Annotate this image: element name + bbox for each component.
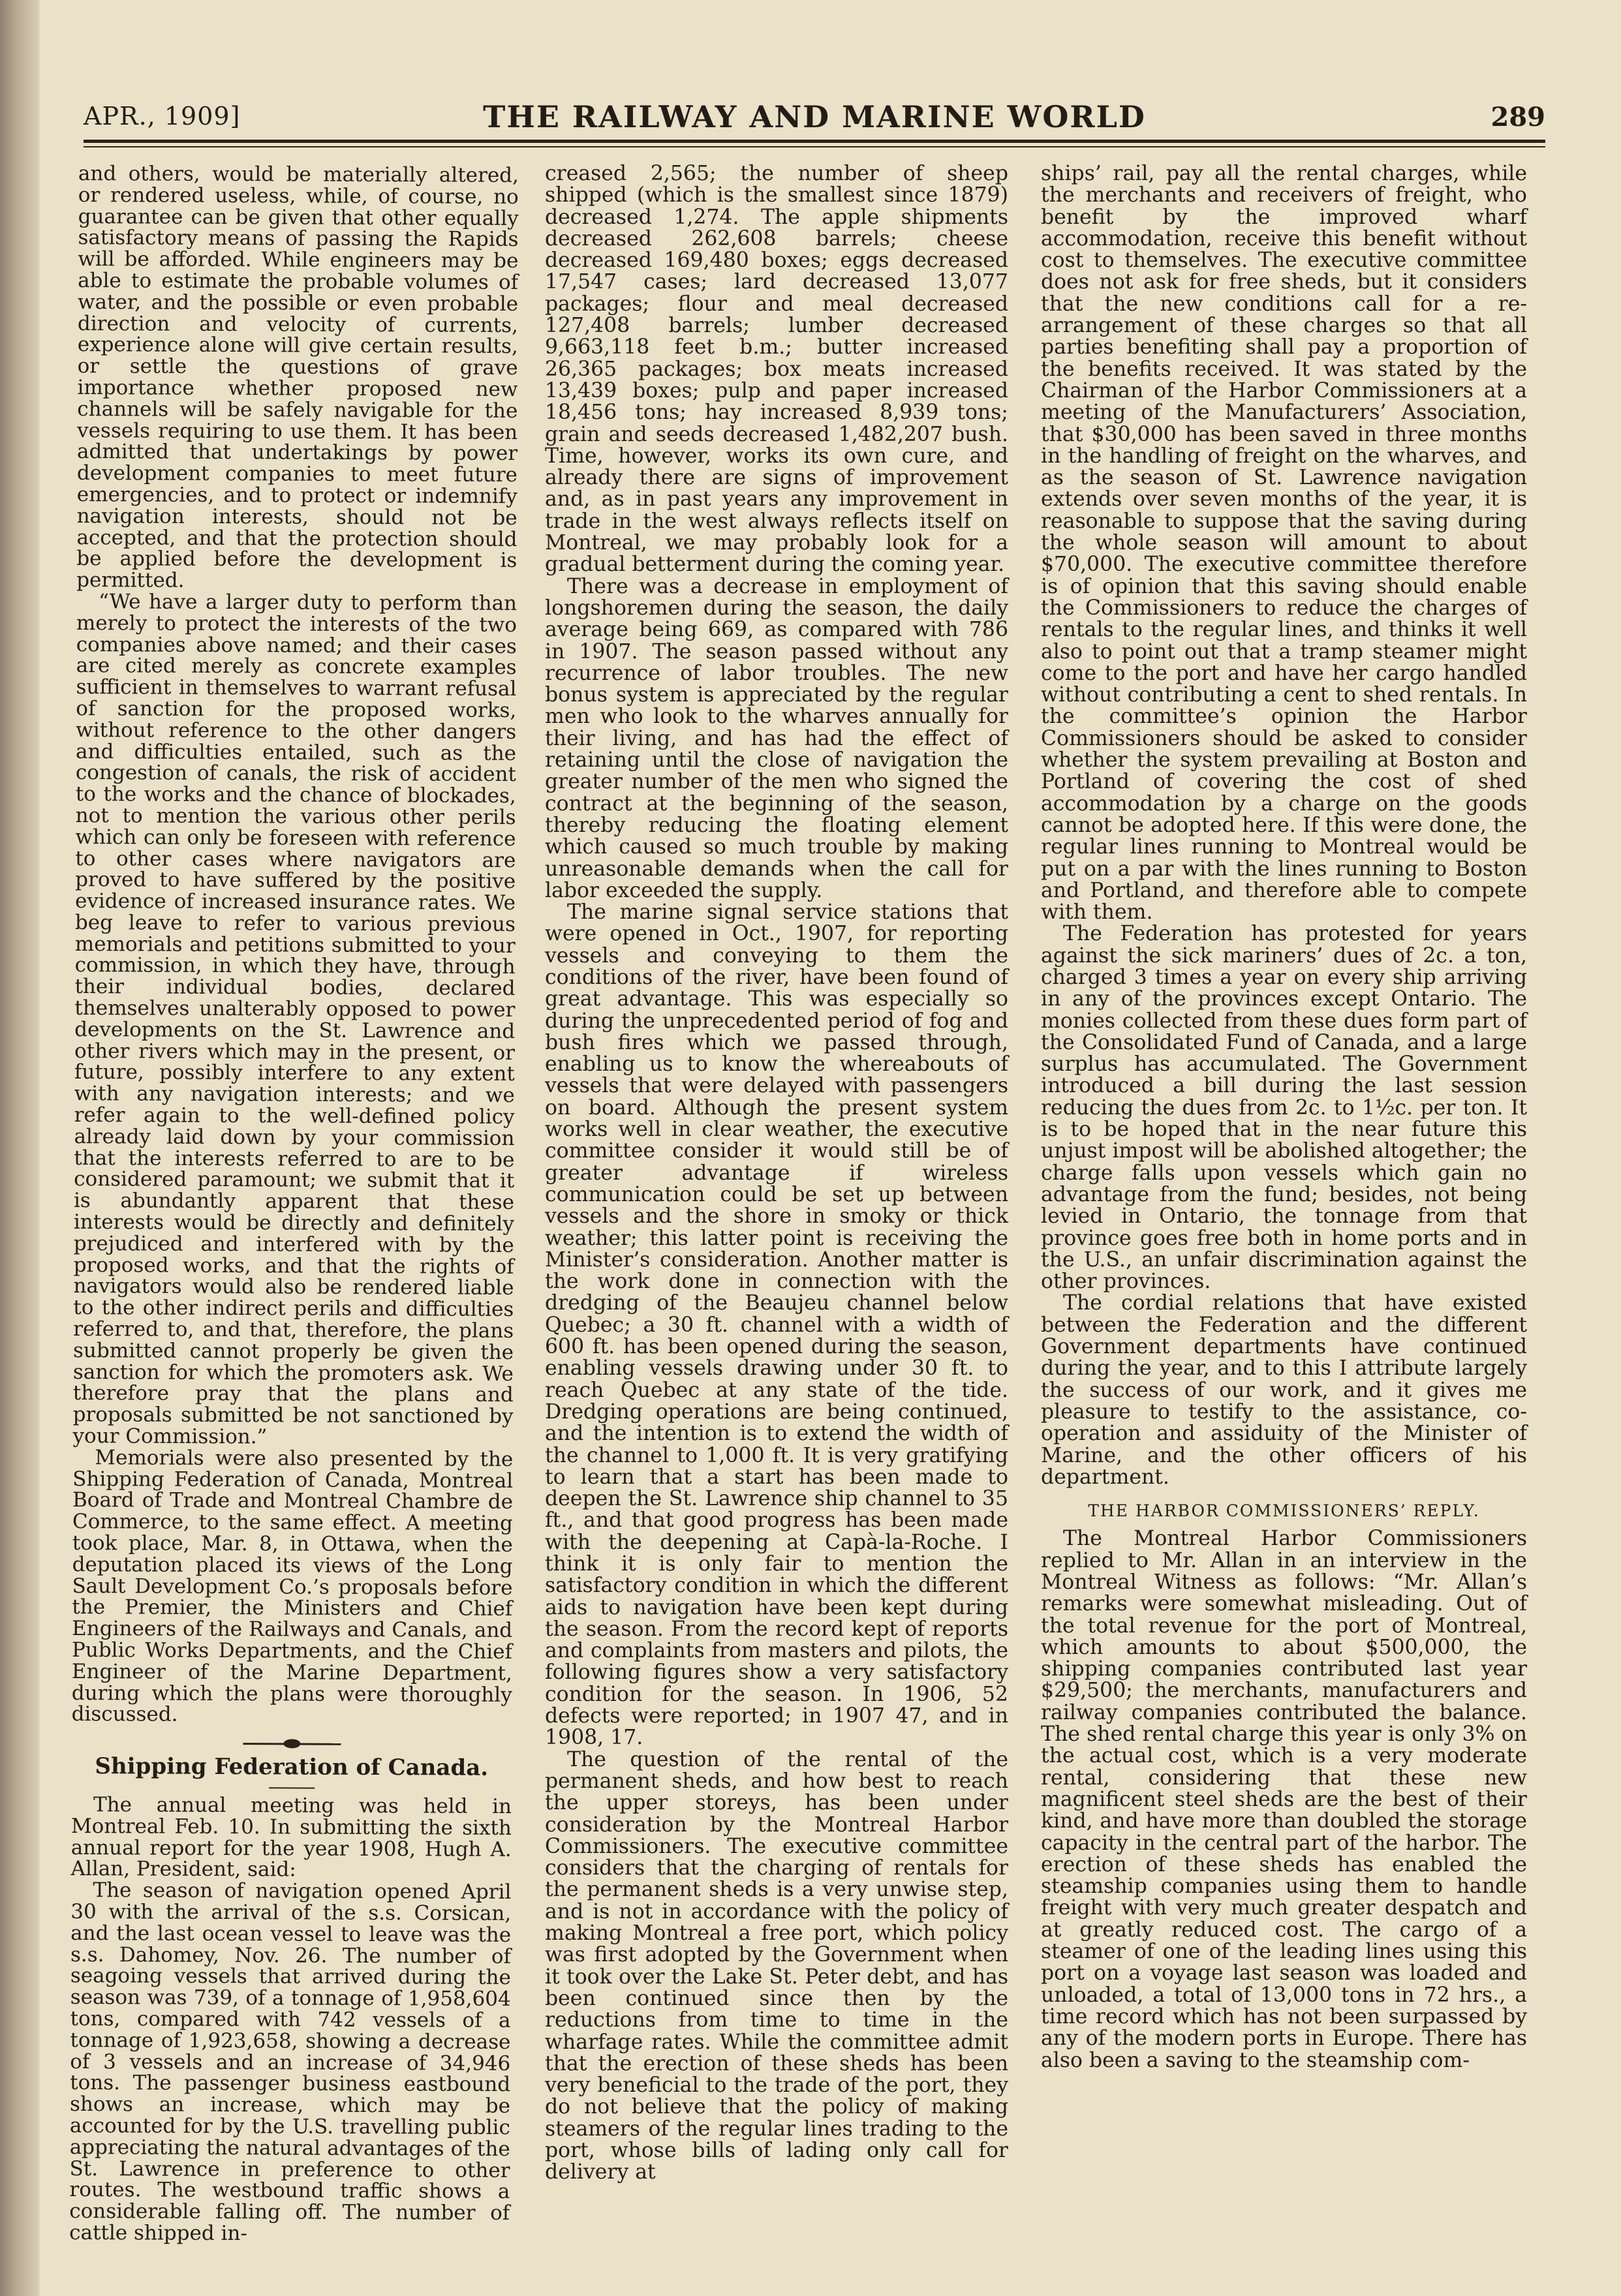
paragraph: The Federation has protested for years against the sick mariners’ dues of 2c. a ton, charged 3 times a year on every ship arriving in any of the provinces except Ontario. The monies collected from these dues form part of the Consolidated Fund of Canada, and a large surplus has accumulated. The Government introduced a bill during the last session reducing the dues from 2c. to 1½c. per ton. It is to be hoped that in the near future this unjust impost will be abolished altogether; the charge falls upon vessels which gain no advantage from the fund; besides, not being levied in Ontario, the tonnage from that province goes free both in home ports and in the U.S., an unfair discrimination against the other provinces.: [1041, 922, 1527, 1294]
paragraph: ships’ rail, pay all the rental charges, while the merchants and receivers of freight, who benefit by the improved wharf accommodation, receive this benefit without cost to themselves. The executive committee does not ask for free sheds, but it considers that the new conditions call for a re-arrangement of these charges so that all parties benefiting shall pay a proportion of the benefits received. It was stated by the Chairman of the Harbor Commissioners at a meeting of the Manufacturers’ Association, that $30,000 has been saved in three months in the handling of freight on the wharves, and as the season of St. Lawrence navigation extends over seven months of the year, it is reasonable to suppose that the saving during the whole season will amount to about $70,000. The executive committee therefore is of opinion that this saving should enable the Commissioners to reduce the charges of rentals to the regular lines, and thinks it well also to point out that a tramp steamer might come to the port and have her cargo handled without contributing a cent to shed rentals. In the committee’s opinion the Harbor Commissioners should be asked to consider whether the system prevailing at Boston and Portland of covering the cost of shed accommodation by a charge on the goods cannot be adopted here. If this were done, the regular lines running to Montreal would be put on a par with the lines running to Boston and Portland, and therefore able to compete with them.: [1041, 162, 1527, 925]
header-rule-thin: [84, 146, 1545, 147]
paragraph: The annual meeting was held in Montreal Feb. 10. In submitting the sixth annual report for the year 1908, Hugh A. Allan, President, said:: [70, 1793, 512, 1882]
column-left: [69, 163, 519, 2246]
heading-rule: [269, 1787, 315, 1788]
subheading: THE HARBOR COMMISSIONERS’ REPLY.: [1088, 1501, 1480, 1521]
header-date: APR., 1909]: [84, 102, 241, 130]
section-divider-ornament: [243, 1743, 341, 1745]
header-rule-thick: [84, 140, 1545, 143]
running-header: [84, 97, 1545, 138]
paragraph: The Montreal Harbor Commissioners replied to Mr. Allan in an interview in the Montreal Witness as follows: “Mr. Allan’s remarks were somewhat misleading. Out of the total revenue for the port of Montreal, which amounts to about $500,000, the shipping companies contributed last year $29,500; the merchants, manufacturers and railway companies contributed the balance. The shed rental charge this year is only 3% on the actual cost, which is a very moderate rental, considering that these new magnificent steel sheds are the best of their kind, and have more than doubled the storage capacity in the central part of the harbor. The erection of these sheds has enabled the steamship companies using them to handle freight with very much greater despatch and at greatly reduced cost. The cargo of a steamer of one of the leading lines using this port on a voyage last season was loaded and unloaded, a total of 13,000 tons in 72 hrs., a time record which has not been surpassed by any of the modern ports in Europe. There has also been a saving to the steamship com-: [1041, 1527, 1527, 2072]
column-right: [1041, 163, 1527, 2072]
paragraph: There was a decrease in employment of longshoremen during the season, the daily average being 669, as compared with 786 in 1907. The season passed without any recurrence of labor troubles. The new bonus system is appreciated by the regular men who look to the wharves annually for their living, and has had the effect of retaining until the close of navigation the greater number of the men who signed the contract at the beginning of the season, thereby reducing the floating element which caused so much trouble by making unreasonable demands when the call for labor exceeded the supply.: [545, 574, 1008, 902]
paragraph: and others, would be materially altered, or rendered useless, while, of course, no guarantee can be given that other equally satisfactory means of passing the Rapids will be afforded. While engineers may be able to estimate the probable volumes of water, and the possible or even probable direction and velocity of currents, experience alone will give certain results, or settle the questions of grave importance whether proposed new channels will be safely navigable for the vessels requiring to use them. It has been admitted that undertakings by power development companies to meet future emergencies, and to protect or indemnify navigation interests, should not be accepted, and that the protection should be applied before the development is permitted.: [76, 162, 519, 592]
book-gutter: [0, 0, 39, 2296]
paragraph: “We have a larger duty to perform than merely to protect the interests of the two companies above named; and their cases are cited merely as concrete examples sufficient in themselves to warrant refusal of sanction for the proposed works, without reference to the other dangers and difficulties entailed, such as the congestion of canals, the risk of accident to the works and the chance of blockades, not to mention the various other perils which can only be foreseen with reference to other cases where navigators are proved to have suffered by the positive evidence of increased insurance rates. We beg leave to refer to various previous memorials and petitions submitted to your commission, in which they have, through their individual bodies, declared themselves unalterably opposed to power developments on the St. Lawrence and other rivers which may in the present, or future, possibly interfere to any extent with any navigation interests; and we refer again to the well-defined policy already laid down by your commission that the interests referred to are to be considered paramount; we submit that it is abundantly apparent that these interests would be directly and definitely prejudiced and interfered with by the proposed works, and that the rights of navigators would also be rendered liable to the other indirect perils and difficulties referred to, and that, therefore, the plans submitted cannot properly be given the sanction for which the promoters ask. We therefore pray that the plans and proposals submitted be not sanctioned by your Commission.”: [72, 590, 517, 1449]
page-number: 289: [1490, 102, 1545, 132]
paragraph: The season of navigation opened April 30 with the arrival of the s.s. Corsican, and the last ocean vessel to leave was the s.s. Dahomey, Nov. 26. The number of seagoing vessels that arrived during the season was 739, of a tonnage of 1,958,604 tons, compared with 742 vessels of a tonnage of 1,923,658, showing a decrease of 3 vessels and an increase of 34,946 tons. The passenger business eastbound shows an increase, which may be accounted for by the U.S. travelling public appreciating the natural advantages of the St. Lawrence in preference to other routes. The westbound traffic shows a considerable falling off. The number of cattle shipped in-: [69, 1878, 512, 2246]
paragraph: The marine signal service stations that were opened in Oct., 1907, for reporting vessels and conveying to them the conditions of the river, have been found of great advantage. This was especially so during the unprecedented period of fog and bush fires which we passed through, enabling us to know the whereabouts of vessels that were delayed with passengers on board. Although the present system works well in clear weather, the executive committee consider it would still be of greater advantage if wireless communication could be set up between vessels and the shore in smoky or thick weather; this latter point is receiving the Minister’s consideration. Another matter is the work done in connection with the dredging of the Beaujeu channel below Quebec; a 30 ft. channel with a width of 600 ft. has been opened during the season, enabling vessels drawing under 30 ft. to reach Quebec at any state of the tide. Dredging operations are being continued, and the intention is to extend the width of the channel to 1,000 ft. It is very gratifying to learn that a start has been made to deepen the St. Lawrence ship channel to 35 ft., and that good progress has been made with the deepening at Capà-la-Roche. I think it is only fair to mention the satisfactory condition in which the different aids to navigation have been kept during the season. From the record kept of reports and complaints from masters and pilots, the following figures show a very satisfactory condition for the season. In 1906, 52 defects were reported; in 1907 47, and in 1908, 17.: [545, 900, 1008, 1750]
section-heading: Shipping Federation of Canada.: [95, 1753, 489, 1781]
paragraph: The cordial relations that have existed between the Federation and the different Government departments have continued during the year, and to this I attribute largely the success of our work, and it gives me pleasure to testify to the assistance, co-operation and assiduity of the Minister of Marine, and the other officers of his department.: [1041, 1291, 1527, 1489]
paragraph: Memorials were also presented by the Shipping Federation of Canada, Montreal Board of Trade and Montreal Chambre de Commerce, to the same effect. A meeting took place, Mar. 8, in Ottawa, when the deputation placed its views of the Long Sault Development Co.’s proposals before the Premier, the Ministers and Chief Engineers of the Railways and Canals, and Public Works Departments, and the Chief Engineer of the Marine Department, during which the plans were thoroughly discussed.: [71, 1445, 514, 1727]
column-middle: [545, 163, 1008, 2184]
paragraph: creased 2,565; the number of sheep shipped (which is the smallest since 1879) decreased 1,274. The apple shipments decreased 262,608 barrels; cheese decreased 169,480 boxes; eggs decreased 17,547 cases; lard decreased 13,077 packages; flour and meal decreased 127,408 barrels; lumber decreased 9,663,118 feet b.m.; butter increased 26,365 packages; box meats increased 13,439 boxes; pulp and paper increased 18,456 tons; hay increased 8,939 tons; grain and seeds decreased 1,482,207 bush. Time, however, works its own cure, and already there are signs of improvement and, as in past years any improvement in trade in the west always reflects itself on Montreal, we may probably look for a gradual betterment during the coming year.: [545, 162, 1008, 577]
journal-title: THE RAILWAY AND MARINE WORLD: [483, 99, 1146, 134]
paragraph: The question of the rental of the permanent sheds, and how best to reach the upper storeys, has been under consideration by the Montreal Harbor Commissioners. The executive committee considers that the charging of rentals for the permanent sheds is a very unwise step, and is not in accordance with the policy of making Montreal a free port, which policy was first adopted by the Government when it took over the Lake St. Peter debt, and has been continued since then by the reductions from time to time in the wharfage rates. While the committee admit that the erection of these sheds has been very beneficial to the trade of the port, they do not believe that the policy of making steamers of the regular lines trading to the port, whose bills of lading only call for delivery at: [545, 1747, 1008, 2184]
